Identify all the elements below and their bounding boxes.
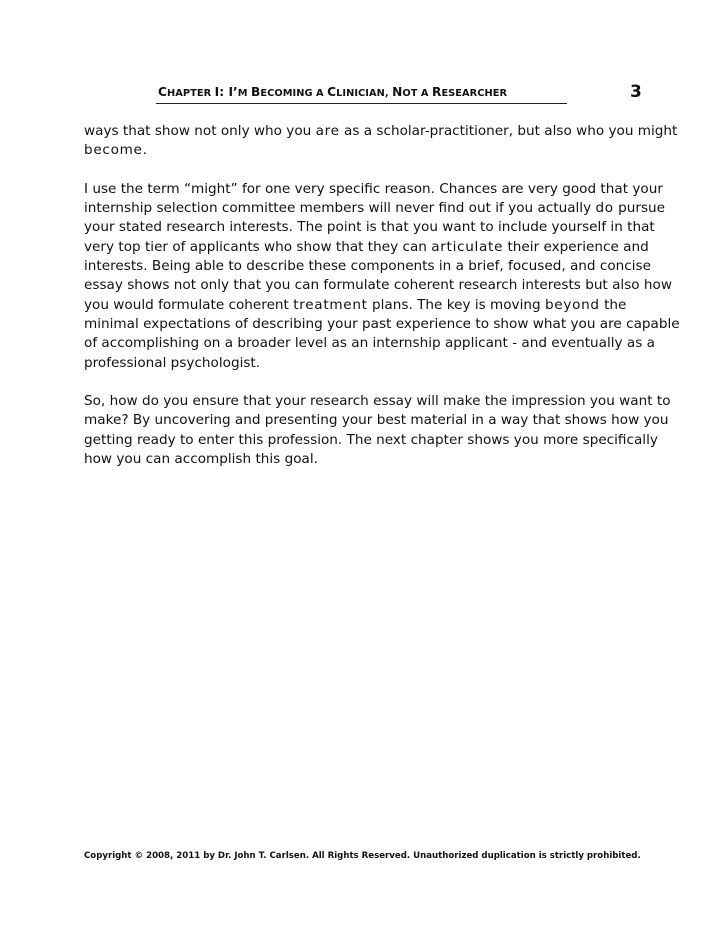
text-line [84,354,664,373]
paragraph [84,122,678,161]
text-line [84,334,664,353]
text-run: the [599,296,627,313]
text-run: essay shows not only that you can formulate coherent research interests but also how [84,277,672,294]
page-number: 3 [630,82,642,102]
body-text [84,122,680,489]
text-line [84,296,664,315]
emphasized-word: are [315,123,340,139]
text-line [84,411,669,430]
header-title-part: M [237,88,251,99]
header-title-part: ESEARCHER [441,88,508,99]
header-rule [156,103,567,104]
text-line [84,315,680,334]
header-title-part: C [158,85,167,99]
text-line [84,276,672,295]
header-title-part: I: I’ [214,85,238,99]
copyright-footer: Copyright © 2008, 2011 by Dr. John T. Carlsen. All Rights Reserved. Unauthorized duplication is strictly prohibited. [84,851,641,861]
chapter-header-title [158,85,568,99]
text-run: ways that show not only who you [84,123,316,139]
text-run: very top tier of applicants who show that they can [84,238,432,255]
text-line [84,218,664,237]
header-title-part: LINICIAN, [336,88,393,99]
emphasized-word: beyond [544,296,600,313]
text-run: I use the term “might” for one very specific reason. Chances are very good that your [84,180,663,197]
text-run: So, how do you ensure that your research essay will make the impression you want to [84,393,671,410]
text-run: plans. The key is moving [367,296,545,313]
text-run: make? By uncovering and presenting your best material in a way that shows how you [84,412,669,429]
text-run: internship selection committee members will never find out if you actually [84,200,596,217]
text-run: you would formulate coherent [84,296,294,313]
emphasized-word: become. [84,142,148,159]
header-title-part: HAPTER [167,88,215,99]
text-run: as a scholar-practitioner, but also who you might [339,123,678,139]
header-title-part: C [327,85,337,99]
text-run: of accomplishing on a broader level as an internship applicant - and eventually as a [84,335,655,352]
text-line [84,392,671,411]
text-run: their experience and [503,238,649,255]
text-run: professional psychologist. [84,354,261,371]
emphasized-word: do [595,200,614,217]
header-title-part: ECOMING A [260,88,328,99]
paragraph [84,180,680,373]
text-run: how you can accomplish this goal. [84,451,318,468]
emphasized-word: articulate [431,238,504,255]
text-line [84,141,664,160]
header-title-part: OT A [402,88,432,99]
text-line [84,431,664,450]
header-title-part: B [251,85,261,99]
header-title-part: R [432,85,442,99]
header-title-part: N [392,85,403,99]
text-run: interests. Being able to describe these components in a brief, focused, and concise [84,258,651,275]
text-line [84,238,664,257]
text-run: pursue [613,200,666,217]
text-run: getting ready to enter this profession. The next chapter shows you more specifically [84,431,658,448]
text-run: minimal expectations of describing your past experience to show what you are capable [84,315,680,332]
text-line [84,180,664,199]
text-line [84,450,664,469]
text-line [84,257,664,276]
emphasized-word: treatment [293,296,368,313]
text-line [84,122,678,141]
text-line [84,199,664,218]
paragraph [84,392,671,469]
text-run: your stated research interests. The point is that you want to include yourself in that [84,219,655,236]
